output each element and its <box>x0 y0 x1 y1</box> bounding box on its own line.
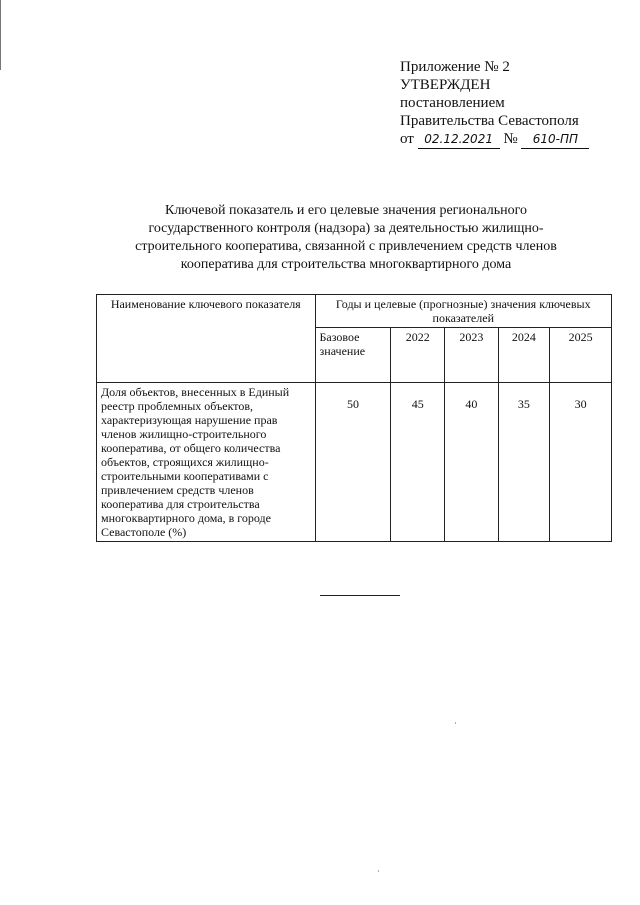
header-years: Годы и целевые (прогнозные) значения ключевых показателей <box>315 295 611 328</box>
end-divider <box>320 595 400 596</box>
number-prefix: № <box>503 131 518 147</box>
key-indicator-table <box>96 294 612 542</box>
page-edge-line <box>0 0 1 70</box>
resolution-number: 610-ПП <box>521 130 589 149</box>
table-row <box>97 383 612 542</box>
document-title <box>96 202 596 274</box>
scan-speck <box>455 722 456 724</box>
title-line-2: государственного контроля (надзора) за деятельностью жилищно- <box>148 221 544 236</box>
approval-stamp <box>400 58 589 149</box>
scan-speck <box>378 870 379 872</box>
header-base-value: Базовое значение <box>315 328 391 383</box>
value-2023: 40 <box>445 383 499 542</box>
title-line-1: Ключевой показатель и его целевые значения регионального <box>164 203 528 218</box>
appendix-number: Приложение № 2 <box>400 59 510 75</box>
value-2022: 45 <box>391 383 445 542</box>
value-2025: 30 <box>550 383 612 542</box>
approval-date: 02.12.2021 <box>418 130 500 149</box>
table-header-row <box>97 295 612 328</box>
header-year-2022: 2022 <box>391 328 445 383</box>
header-year-2025: 2025 <box>550 328 612 383</box>
indicator-name: Доля объектов, внесенных в Единый реестр проблемных объектов, характеризующая нарушение прав членов жилищно-строительного кооператива, от общего количества объектов, строящихся жилищно-строительными кооперативами с привлечением средств членов кооператива для строительства многоквартирного дома, в городе Севастополе (%) <box>97 383 316 542</box>
approved-label: УТВЕРЖДЕН <box>400 77 491 93</box>
government-label: Правительства Севастополя <box>400 113 579 129</box>
resolution-label: постановлением <box>400 95 505 111</box>
value-base: 50 <box>315 383 391 542</box>
title-line-3: строительного кооператива, связанной с привлечением средств членов <box>135 239 557 254</box>
header-year-2024: 2024 <box>498 328 550 383</box>
header-indicator-name: Наименование ключевого показателя <box>97 295 316 383</box>
value-2024: 35 <box>498 383 550 542</box>
header-year-2023: 2023 <box>445 328 499 383</box>
approval-date-line <box>400 130 589 149</box>
title-line-4: кооператива для строительства многоквартирного дома <box>180 257 512 272</box>
date-prefix: от <box>400 131 414 147</box>
